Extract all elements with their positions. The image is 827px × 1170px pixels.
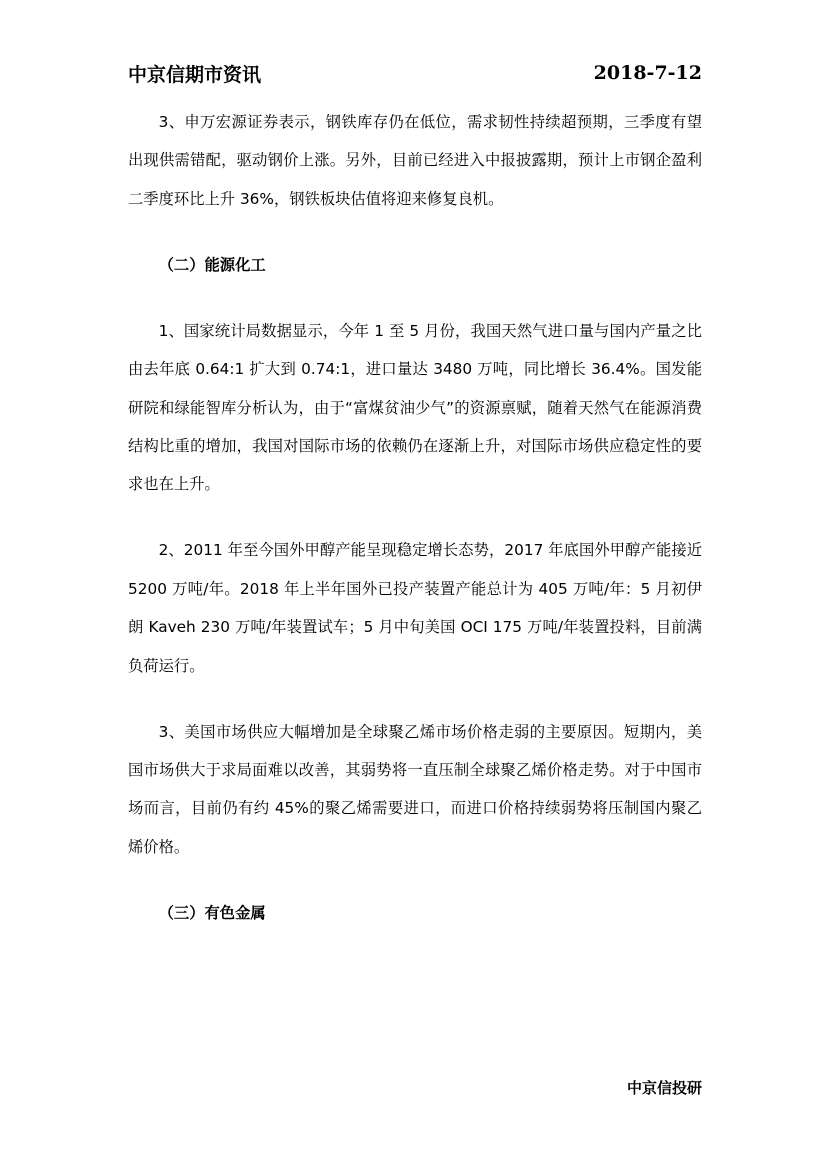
section-heading-energy: （二）能源化工 bbox=[158, 255, 266, 274]
paragraph-gap bbox=[128, 284, 702, 312]
page-header bbox=[128, 58, 702, 88]
paragraph-gap bbox=[128, 685, 702, 713]
document-body bbox=[128, 103, 702, 932]
section-heading-metals: （三）有色金属 bbox=[158, 903, 266, 922]
energy-paragraph-1: 1、国家统计局数据显示，今年 1 至 5 月份，我国天然气进口量与国内产量之比由去年底 0.64:1 扩大到 0.74:1，进口量达 3480 万吨，同比增长 36.4%。国发能研院和绿能智库分析认为，由于“富煤贫油少气”的资源禀赋，随着天然气在能源消费结构比重的增加，我国对国际市场的依赖仍在逐渐上升，对国际市场供应稳定性的要求也在上升。 bbox=[128, 321, 702, 494]
paragraph-gap bbox=[128, 218, 702, 246]
energy-paragraph-2: 2、2011 年至今国外甲醇产能呈现稳定增长态势，2017 年底国外甲醇产能接近 5200 万吨/年。2018 年上半年国外已投产装置产能总计为 405 万吨/年：5 月初伊朗 Kaveh 230 万吨/年装置试车；5 月中旬美国 OCI 175 万吨/年装置投料，目前满负荷运行。 bbox=[128, 541, 702, 675]
energy-paragraph-3: 3、美国市场供应大幅增加是全球聚乙烯市场价格走弱的主要原因。短期内，美国市场供大于求局面难以改善，其弱势将一直压制全球聚乙烯价格走势。对于中国市场而言，目前仍有约 45%的聚乙烯需要进口，而进口价格持续弱势将压制国内聚乙烯价格。 bbox=[128, 722, 702, 856]
header-date: 2018-7-12 bbox=[593, 62, 702, 84]
page-footer: 中京信投研 bbox=[626, 1079, 702, 1097]
steel-paragraph-3: 3、申万宏源证券表示，钢铁库存仍在低位，需求韧性持续超预期，三季度有望出现供需错配，驱动钢价上涨。另外，目前已经进入中报披露期，预计上市钢企盈利二季度环比上升 36%，钢铁板块估值将迎来修复良机。 bbox=[128, 113, 702, 208]
header-title: 中京信期市资讯 bbox=[128, 63, 262, 86]
paragraph-gap bbox=[128, 504, 702, 532]
paragraph-gap bbox=[128, 866, 702, 894]
